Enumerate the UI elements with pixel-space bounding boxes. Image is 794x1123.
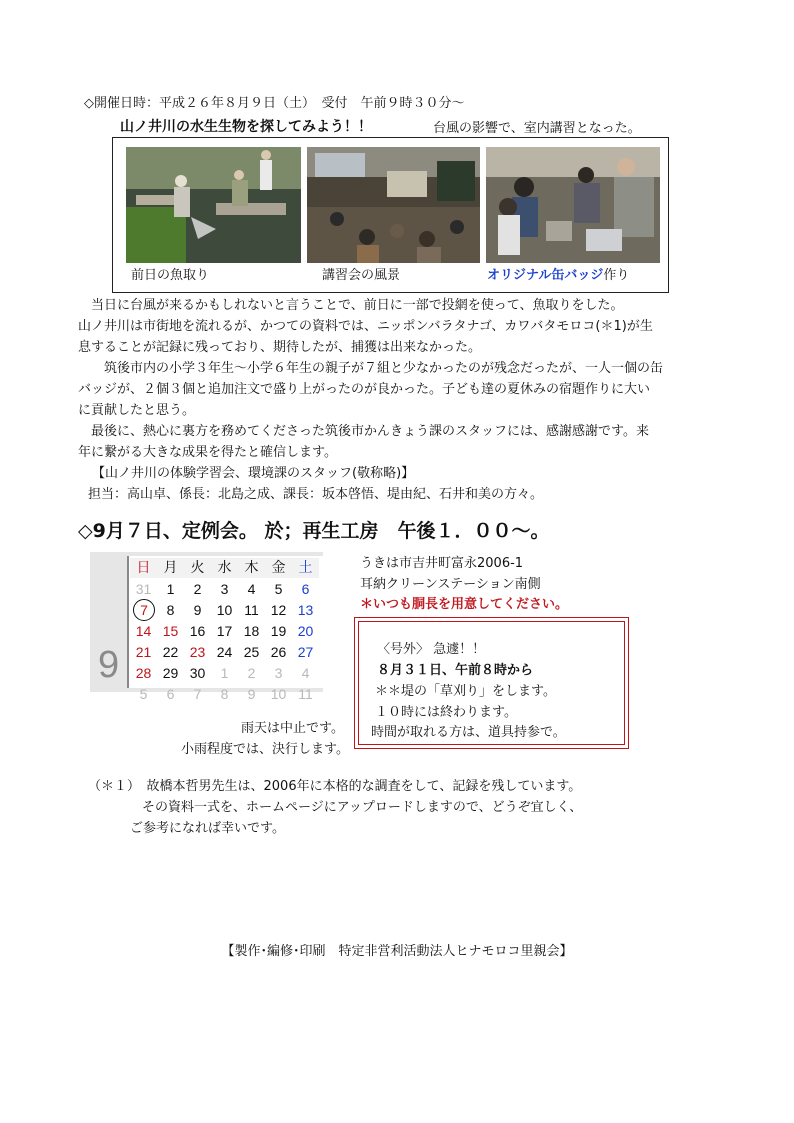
calendar-day: 25 <box>243 644 260 660</box>
calendar-day-holiday: 23 <box>189 644 206 660</box>
calendar-grid: 日 月 火 水 木 金 土 31 1 2 3 4 5 6 7 8 9 10 11 12 13 14 15 16 17 18 19 20 21 22 23 24 25 26 27 28 29 30 1 2 3 4 5 6 7 8 9 10 11 <box>127 556 323 688</box>
photo-frame <box>112 137 669 293</box>
report-line-5: バッジが、２個３個と追加注文で盛り上がったのが良かった。子ども達の夏休みの宿題作りに大い <box>78 382 651 397</box>
event-title: 山ノ井川の水生生物を探してみよう！！ <box>120 119 372 135</box>
caption-badge-emphasis: オリジナル缶バッジ <box>487 268 604 283</box>
footnote-line-3: ご参考になれば幸いです。 <box>130 821 285 836</box>
extra-notice-tools: 時間が取れる方は、道具持参で。 <box>371 725 566 740</box>
caption-badge-making <box>487 264 629 283</box>
staff-line: 担当：高山卓、係長：北島之成、課長：坂本啓悟、堤由紀、石井和美の方々。 <box>88 487 544 502</box>
calendar-day: 31 <box>135 581 152 597</box>
staff-heading: 【山ノ井川の体験学習会、環境課のスタッフ(敬称略)】 <box>92 466 415 481</box>
photo-badge-making <box>486 147 660 263</box>
calendar-month: 9 <box>98 644 120 686</box>
calendar-day: 10 <box>216 602 233 618</box>
report-line-3: 息することが記録に残っており、期待したが、捕獲は出来なかった。 <box>78 340 482 355</box>
extra-notice-end: １０時には終わります。 <box>375 705 517 720</box>
footnote-line-1: （＊１） 故橋本哲男先生は、2006年に本格的な調査をして、記録を残しています。 <box>88 779 582 794</box>
weekday-fri: 金 <box>265 558 292 578</box>
calendar-day: 29 <box>162 665 179 681</box>
calendar <box>90 552 323 702</box>
caption-badge-rest: 作り <box>603 268 630 283</box>
calendar-day: 3 <box>274 665 283 681</box>
calendar-day: 1 <box>220 665 229 681</box>
extra-notice-task: ＊＊堤の「草刈り」をします。 <box>375 684 556 699</box>
calendar-day: 28 <box>135 665 152 681</box>
event-date-line: ◇開催日時：平成２６年８月９日（土） 受付 午前９時３０分～ <box>84 96 465 111</box>
weekday-wed: 水 <box>211 558 238 578</box>
extra-notice-title: 〈号外〉 急遽！！ <box>377 642 486 657</box>
weekday-tue: 火 <box>184 558 211 578</box>
calendar-day: 19 <box>270 623 287 639</box>
calendar-day: 17 <box>216 623 233 639</box>
calendar-day: 26 <box>270 644 287 660</box>
calendar-day: 18 <box>243 623 260 639</box>
footnote-line-2: その資料一式を、ホームページにアップロードしますので、どうぞ宜しく、 <box>142 800 583 815</box>
report-line-6: に貢献したと思う。 <box>78 403 196 418</box>
calendar-day: 20 <box>297 623 314 639</box>
calendar-day: 6 <box>301 581 310 597</box>
calendar-day: 4 <box>301 665 310 681</box>
calendar-day-circled <box>130 600 157 620</box>
calendar-day: 4 <box>247 581 256 597</box>
venue-address: うきは市吉井町富永2006-1 <box>360 556 524 571</box>
weekday-thu: 木 <box>238 558 265 578</box>
photo-lecture <box>307 147 480 263</box>
venue-location: 耳納クリーンステーション南側 <box>360 577 541 592</box>
calendar-day: 16 <box>189 623 206 639</box>
calendar-day: 24 <box>216 644 233 660</box>
report-line-8: 年に繋がる大きな成果を得たと確信します。 <box>78 445 337 460</box>
calendar-day: 11 <box>244 602 259 618</box>
calendar-day: 30 <box>189 665 206 681</box>
light-rain-note: 小雨程度では、決行します。 <box>181 742 349 757</box>
meeting-day-circle: 7 <box>133 599 155 621</box>
meeting-heading: ◇9月７日、定例会。 於；再生工房 午後１．００～。 <box>78 520 550 542</box>
weekday-mon: 月 <box>157 558 184 578</box>
event-note: 台風の影響で、室内講習となった。 <box>433 121 641 136</box>
bring-waders-note: ＊いつも胴長を用意してください。 <box>360 597 569 612</box>
calendar-day: 14 <box>135 623 152 639</box>
calendar-day: 27 <box>297 644 314 660</box>
calendar-day-holiday: 15 <box>162 623 179 639</box>
calendar-day: 5 <box>274 581 283 597</box>
calendar-day: 12 <box>270 602 287 618</box>
calendar-day: 2 <box>247 665 256 681</box>
calendar-day: 13 <box>297 602 314 618</box>
calendar-day: 3 <box>220 581 229 597</box>
weekday-sun: 日 <box>130 558 157 578</box>
weekday-sat: 土 <box>292 558 319 578</box>
calendar-day: 1 <box>166 581 175 597</box>
calendar-day: 2 <box>193 581 202 597</box>
caption-lecture: 講習会の風景 <box>322 268 401 283</box>
report-line-1: 当日に台風が来るかもしれないと言うことで、前日に一部で投網を使って、魚取りをした。 <box>78 298 624 313</box>
report-line-2: 山ノ井川は市街地を流れるが、かつての資料では、ニッポンバラタナゴ、カワバタモロコ(＊1)が生 <box>78 319 653 334</box>
caption-fishing: 前日の魚取り <box>131 268 210 283</box>
extra-notice-inner <box>358 621 625 745</box>
extra-notice-box <box>354 617 629 749</box>
calendar-day: 9 <box>193 602 202 618</box>
calendar-day: 8 <box>166 602 175 618</box>
rain-cancel-note: 雨天は中止です。 <box>241 721 344 736</box>
calendar-day: 22 <box>162 644 179 660</box>
photo-fishing <box>126 147 301 263</box>
footer-credit: 【製作･編修･印刷 特定非営利活動法人ヒナモロコ里親会】 <box>221 944 573 959</box>
calendar-day: 21 <box>135 644 152 660</box>
report-line-4: 筑後市内の小学３年生～小学６年生の親子が７組と少なかったのが残念だったが、一人一個の缶 <box>78 361 664 376</box>
report-line-7: 最後に、熱心に裏方を務めてくださった筑後市かんきょう課のスタッフには、感謝感謝です。来 <box>78 424 649 439</box>
extra-notice-time: ８月３１日、午前８時から <box>377 663 534 678</box>
